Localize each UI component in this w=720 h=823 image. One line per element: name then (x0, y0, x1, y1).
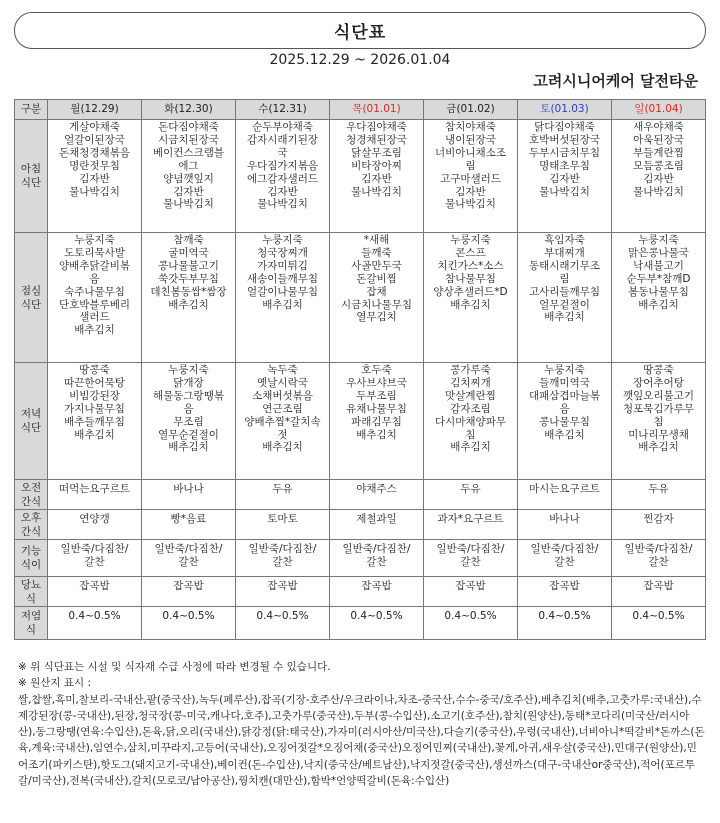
menu-item: 열무순겉절이 (158, 428, 219, 441)
menu-item: 청포묵김가루무 (622, 402, 694, 415)
day-header: 일(01.04) (612, 100, 706, 120)
menu-item: 물나박김치 (257, 198, 308, 211)
menu-item: 물나박김치 (163, 198, 214, 211)
menu-cell (142, 120, 236, 233)
menu-item: 사골만두국 (351, 259, 402, 272)
row-label-line: 오후 (20, 511, 42, 524)
menu-cell (330, 480, 424, 510)
menu-item: 베이컨스크램블 (152, 146, 224, 159)
menu-item: 배추김치 (356, 428, 397, 441)
menu-item: 너비아니채소조 (434, 146, 506, 159)
menu-cell (518, 577, 612, 607)
menu-item: 녹두죽 (267, 364, 298, 376)
menu-item: 순두부야채죽 (252, 121, 313, 133)
menu-item: 연근조림 (262, 402, 303, 415)
menu-cell (612, 120, 706, 233)
menu-item: 0.4~0.5% (538, 610, 591, 622)
menu-title-box (14, 12, 706, 49)
menu-item: 일반죽/다짐찬/ (342, 543, 411, 555)
menu-item: 얼갈이된장국 (64, 133, 125, 146)
menu-cell (612, 363, 706, 480)
menu-item: 흑임자죽 (544, 234, 585, 246)
organization-name: 고려시니어케어 달전타운 (533, 72, 698, 90)
menu-item: 침 (653, 415, 664, 428)
menu-cell (518, 480, 612, 510)
menu-item: 게살야채죽 (69, 121, 120, 133)
menu-item: 두부시금치무침 (528, 146, 600, 159)
row-label (15, 363, 48, 480)
menu-cell (424, 577, 518, 607)
menu-cell (48, 577, 142, 607)
menu-item: 음 (183, 402, 194, 415)
menu-item: 비타장아찌 (351, 159, 402, 172)
menu-cell (424, 480, 518, 510)
menu-cell (236, 480, 330, 510)
row-label (15, 120, 48, 233)
menu-item: 청경채된장국 (346, 133, 407, 146)
menu-item: 갈찬 (554, 555, 575, 568)
table-row (15, 577, 706, 607)
menu-cell (142, 510, 236, 540)
menu-item: 호박버섯된장국 (528, 133, 600, 146)
menu-item: 토마토 (267, 513, 298, 525)
menu-item: 콩나물불고기 (158, 259, 219, 272)
corner-label: 구분 (15, 100, 48, 120)
menu-item: 잡곡밥 (455, 580, 486, 592)
menu-cell (330, 577, 424, 607)
day-header: 목(01.01) (330, 100, 424, 120)
menu-cell (236, 540, 330, 577)
menu-cell (142, 480, 236, 510)
table-row (15, 607, 706, 640)
menu-item: 양배추닭갈비볶 (58, 259, 130, 272)
menu-item: 돈채청경채볶음 (58, 146, 130, 159)
menu-item: 배추김치 (262, 441, 303, 454)
menu-item: 갈찬 (272, 555, 293, 568)
row-label-line: 점심 (20, 284, 42, 297)
menu-cell (330, 607, 424, 640)
menu-cell (48, 120, 142, 233)
menu-period: 2025.12.29 ~ 2026.01.04 (269, 52, 451, 68)
menu-item: 두유 (272, 483, 293, 495)
menu-item: 마시는요구르트 (528, 483, 600, 495)
menu-item: 우사브샤브국 (346, 376, 407, 389)
menu-item: 가자미튀김 (257, 259, 308, 272)
menu-item: 0.4~0.5% (256, 610, 309, 622)
menu-item: 닭개장 (173, 376, 204, 389)
menu-cell (236, 363, 330, 480)
menu-cell (424, 363, 518, 480)
table-row (15, 510, 706, 540)
menu-item: 0.4~0.5% (444, 610, 497, 622)
menu-cell (236, 233, 330, 363)
menu-item: 두유 (648, 483, 669, 495)
row-label-line: 기능 (20, 545, 42, 557)
menu-cell (236, 120, 330, 233)
row-label-line: 식단 (20, 298, 42, 311)
menu-item: 배추김치 (450, 298, 491, 311)
menu-cell (424, 510, 518, 540)
menu-item: 맑은콩나물국 (628, 246, 689, 259)
table-row (15, 233, 706, 363)
row-label (15, 510, 48, 540)
menu-cell (48, 233, 142, 363)
menu-item: 누룽지죽 (74, 234, 115, 246)
menu-item: 물나박김치 (69, 185, 120, 198)
menu-item: 잡곡밥 (173, 580, 204, 592)
menu-item: 김자반 (455, 185, 486, 198)
row-label (15, 577, 48, 607)
menu-item: 일반죽/다짐찬/ (436, 543, 505, 555)
menu-item: 잡곡밥 (79, 580, 110, 592)
menu-item: 침 (465, 428, 476, 441)
menu-item: 국 (277, 146, 288, 159)
day-header: 토(01.03) (518, 100, 612, 120)
menu-item: 에그감자샐러드 (246, 172, 318, 185)
menu-cell (48, 510, 142, 540)
menu-item: 단호박블루베리 (58, 298, 130, 311)
menu-item: 고사리들깨무침 (528, 285, 600, 298)
menu-cell (612, 607, 706, 640)
menu-cell (236, 510, 330, 540)
menu-item: 새우야채죽 (633, 121, 684, 133)
menu-item: 동태시래기무조 (528, 259, 600, 272)
menu-item: 배추김치 (74, 428, 115, 441)
menu-cell (330, 540, 424, 577)
menu-item: 파래김무침 (351, 415, 402, 428)
menu-cell (142, 607, 236, 640)
menu-item: 유채나물무침 (346, 402, 407, 415)
menu-item: 맛살계란찜 (445, 389, 496, 402)
menu-cell (612, 510, 706, 540)
menu-cell (142, 540, 236, 577)
menu-item: 두유 (460, 483, 481, 495)
menu-item: 잡곡밥 (643, 580, 674, 592)
menu-item: 고구마샐러드 (440, 172, 501, 185)
menu-item: 배추김치 (544, 311, 585, 324)
menu-item: 가지나물무침 (64, 402, 125, 415)
row-label (15, 233, 48, 363)
menu-cell (330, 233, 424, 363)
menu-cell (330, 363, 424, 480)
day-header: 화(12.30) (142, 100, 236, 120)
row-label-line: 저녁 (20, 408, 42, 420)
menu-item: 깻잎오리불고기 (622, 389, 694, 402)
menu-item: 우다짐야채죽 (346, 121, 407, 133)
menu-item: 들깨죽 (361, 246, 392, 259)
menu-item: 양상추샐러드*D (433, 285, 508, 298)
menu-item: 청국장찌개 (257, 246, 308, 259)
menu-item: 닭다짐야채죽 (534, 121, 595, 133)
menu-cell (518, 607, 612, 640)
menu-item: 제철과일 (356, 513, 397, 525)
day-header: 금(01.02) (424, 100, 518, 120)
menu-item: 갈찬 (366, 555, 387, 568)
menu-cell (236, 577, 330, 607)
day-header: 월(12.29) (48, 100, 142, 120)
row-label-line: 식 (25, 592, 37, 605)
menu-item: 도토리묵사발 (64, 246, 125, 259)
menu-cell (518, 233, 612, 363)
menu-item: 숙주나물무침 (64, 285, 125, 298)
menu-item: 0.4~0.5% (632, 610, 685, 622)
menu-item: 0.4~0.5% (162, 610, 215, 622)
menu-item: 누룽지죽 (262, 234, 303, 246)
menu-item: 갈찬 (178, 555, 199, 568)
menu-cell (48, 607, 142, 640)
menu-item: 배추김치 (638, 298, 679, 311)
notes-section (18, 659, 706, 789)
menu-item: 돈다짐야채죽 (158, 121, 219, 133)
row-label-line: 식단 (20, 177, 42, 189)
menu-item: 명란젓무침 (69, 159, 120, 172)
menu-cell (612, 577, 706, 607)
row-label-line: 오전 (20, 481, 42, 494)
menu-item: 젓 (277, 428, 288, 441)
menu-item: 일반죽/다짐찬/ (248, 543, 317, 555)
menu-item: 열무김치 (356, 311, 397, 324)
table-row (15, 120, 706, 233)
menu-item: 갈찬 (648, 555, 669, 568)
menu-item: 0.4~0.5% (350, 610, 403, 622)
menu-item: 배추김치 (638, 441, 679, 454)
menu-item: 콩나물무침 (539, 415, 590, 428)
menu-item: 과자*요구르트 (437, 513, 504, 525)
menu-item: 김자반 (79, 172, 110, 185)
menu-cell (48, 363, 142, 480)
menu-item: 아욱된장국 (633, 133, 684, 146)
menu-item: 호두죽 (361, 364, 392, 376)
menu-item: 연양갱 (79, 513, 110, 525)
menu-item: 감자시래기된장 (246, 133, 318, 146)
menu-item: 배추김치 (168, 441, 209, 454)
menu-item: 양념깻잎지 (163, 172, 214, 185)
day-header: 수(12.31) (236, 100, 330, 120)
menu-item: 명태초무침 (539, 159, 590, 172)
menu-item: 김자반 (173, 185, 204, 198)
menu-cell (612, 540, 706, 577)
menu-item: 낙새불고기 (633, 259, 684, 272)
menu-cell (518, 363, 612, 480)
menu-item: 두부조림 (356, 389, 397, 402)
menu-item: 잡곡밥 (361, 580, 392, 592)
menu-item: 대패삼겹마늘볶 (528, 389, 600, 402)
menu-item: 비빔강된장 (69, 389, 120, 402)
row-label-line: 아침 (20, 163, 42, 175)
menu-item: 누룽지죽 (450, 234, 491, 246)
menu-item: 봄동나물무침 (628, 285, 689, 298)
menu-item: 얼무겉절이 (539, 298, 590, 311)
menu-item: 샐러드 (79, 311, 110, 324)
menu-item: 야채주스 (356, 483, 397, 495)
menu-item: 닭살무조림 (351, 146, 402, 159)
menu-item: 누룽지죽 (544, 364, 585, 376)
menu-item: 순두부*참깨D (626, 272, 691, 285)
menu-item: 감자조림 (450, 402, 491, 415)
menu-item: 김자반 (267, 185, 298, 198)
menu-cell (48, 480, 142, 510)
menu-item: 배추김치 (450, 441, 491, 454)
menu-item: 참깨죽 (173, 234, 204, 246)
menu-item: 들깨미역국 (539, 376, 590, 389)
menu-item: 돈갈비찜 (356, 272, 397, 285)
menu-item: 땅콩죽 (79, 364, 110, 376)
menu-item: 양배추찜*갈치속 (244, 415, 321, 428)
menu-item: 다시마채양파무 (434, 415, 506, 428)
table-header-row (15, 100, 706, 120)
menu-item: 잡채 (366, 285, 387, 298)
row-label (15, 480, 48, 510)
origin-text: 쌀,찹쌀,흑미,찰보리-국내산,팥(중국산),녹두(페루산),잡곡(기장-호주산/우크라이나,차조-중국산,수수-중국/호주산),배추김치(배추,고춧가루:국내산),수제강된장(콩-국내산),된장,청국장(콩-미국,캐나다,호주),고춧가루(중국산),두부(콩-수입산),소고기(호주산),참치(원양산),동태*코다리(미국산/러시아산),동그랑땡(연육:수입산),돈육,닭,오리(국내산),닭강정(닭:태국산),가자미(러시아산/미국산),다슬기(중국산),우렁(국내산),너비아니*떡갈비*돈까스(돈육,계육:국내산),임연수,삼치,미꾸라지,고등어(국내산),오징어젓갈*오징어채(중국산)오징어민찌(국내산),꽃게,아귀,새우살(중국산),민대구(원양산),민어조기(파키스탄),핫도그(돼지고기-국내산),베이컨(돈-수입산),낙지(중국산/베트남산),낙지젓갈(중국산),생선까스(대구-국내산or중국산),적어(포르투갈/미국산),전복(국내산),갈치(모로코/남아공산),꿩치캔(대만산),함박*언양떡갈비(돈육:수입산) (18, 693, 705, 788)
menu-item: 김자반 (549, 172, 580, 185)
menu-item: 시금치된장국 (158, 133, 219, 146)
menu-item: 누룽지죽 (168, 364, 209, 376)
menu-item: 김자반 (643, 172, 674, 185)
menu-item: 장어추어탕 (633, 376, 684, 389)
menu-item: 콩가루죽 (450, 364, 491, 376)
menu-item: 배추김치 (544, 428, 585, 441)
menu-item: 물나박김치 (351, 185, 402, 198)
menu-item: 갈찬 (460, 555, 481, 568)
menu-item: 바나나 (173, 483, 204, 495)
menu-item: 일반죽/다짐찬/ (154, 543, 223, 555)
menu-item: *새해 (363, 234, 390, 246)
menu-item: 갈찬 (84, 555, 105, 568)
menu-cell (142, 577, 236, 607)
menu-item: 물나박김치 (539, 185, 590, 198)
table-row (15, 540, 706, 577)
menu-item: 따끈한어묵탕 (64, 376, 125, 389)
menu-item: 에그 (178, 159, 199, 172)
row-label-line: 당뇨 (20, 578, 42, 591)
menu-cell (330, 120, 424, 233)
menu-item: 김치찌개 (450, 376, 491, 389)
row-label-line: 식단 (20, 422, 42, 434)
menu-item: 우다짐가지볶음 (246, 159, 318, 172)
menu-item: 물나박김치 (633, 185, 684, 198)
row-label-line: 간식 (20, 525, 42, 538)
row-label (15, 540, 48, 577)
menu-item: 부들계란찜 (633, 146, 684, 159)
menu-item: 일반죽/다짐찬/ (530, 543, 599, 555)
menu-item: 빵*음료 (170, 513, 207, 525)
row-label-line: 식 (25, 624, 37, 636)
menu-cell (236, 607, 330, 640)
menu-item: 잡곡밥 (267, 580, 298, 592)
menu-item: 치킨가스*소스 (437, 259, 504, 272)
change-notice: ※ 위 식단표는 시설 및 식자재 수급 사정에 따라 변경될 수 있습니다. (18, 661, 331, 673)
menu-cell (424, 233, 518, 363)
menu-cell (518, 510, 612, 540)
menu-item: 무조림 (173, 415, 204, 428)
menu-item: 0.4~0.5% (68, 610, 121, 622)
menu-item: 림 (465, 159, 476, 172)
menu-item: 배추김치 (262, 298, 303, 311)
menu-item: 음 (89, 272, 100, 285)
menu-item: 일반죽/다짐찬/ (624, 543, 693, 555)
weekly-menu-table (14, 99, 706, 640)
menu-item: 냉이된장국 (445, 133, 496, 146)
menu-cell (142, 363, 236, 480)
menu-item: 배추김치 (168, 298, 209, 311)
menu-cell (518, 540, 612, 577)
menu-item: 김자반 (361, 172, 392, 185)
menu-item: 해물동그랑땡볶 (152, 389, 224, 402)
menu-cell (142, 233, 236, 363)
menu-item: 시금치나물무침 (340, 298, 412, 311)
menu-cell (424, 540, 518, 577)
table-row (15, 480, 706, 510)
menu-item: 참나물무침 (445, 272, 496, 285)
menu-cell (424, 120, 518, 233)
menu-item: 옛날시락국 (257, 376, 308, 389)
menu-cell (612, 480, 706, 510)
origin-heading: ※ 원산지 표시 : (18, 677, 92, 690)
menu-item: 잡곡밥 (549, 580, 580, 592)
page-title: 식단표 (333, 23, 387, 43)
menu-item: 림 (559, 272, 570, 285)
menu-item: 일반죽/다짐찬/ (60, 543, 129, 555)
row-label-line: 간식 (20, 495, 42, 508)
menu-item: 미나리무생채 (628, 428, 689, 441)
menu-item: 데친봄동쌈*쌈장 (150, 285, 227, 298)
menu-item: 모듬콩조림 (633, 159, 684, 172)
menu-item: 새송이들깨무침 (246, 272, 318, 285)
menu-cell (612, 233, 706, 363)
menu-item: 물나박김치 (445, 198, 496, 211)
menu-item: 음 (559, 402, 570, 415)
menu-item: 콘스프 (455, 246, 486, 259)
menu-item: 떠먹는요구르트 (58, 483, 130, 495)
menu-item: 배추김치 (74, 324, 115, 337)
menu-item: 누룽지죽 (638, 234, 679, 246)
menu-cell (48, 540, 142, 577)
menu-item: 바나나 (549, 513, 580, 525)
menu-item: 부대찌개 (544, 246, 585, 259)
menu-item: 얼갈이나물무침 (246, 285, 318, 298)
menu-item: 굴미역국 (168, 246, 209, 259)
row-label (15, 607, 48, 640)
menu-item: 소채버섯볶음 (252, 389, 313, 402)
menu-item: 참치야채죽 (445, 121, 496, 133)
menu-item: 찐감자 (643, 513, 674, 525)
row-label-line: 식이 (20, 559, 42, 571)
menu-item: 땅콩죽 (643, 364, 674, 376)
menu-cell (518, 120, 612, 233)
row-label-line: 저염 (20, 610, 42, 622)
menu-cell (424, 607, 518, 640)
menu-item: 쑥갓두부무침 (158, 272, 219, 285)
table-row (15, 363, 706, 480)
menu-cell (330, 510, 424, 540)
menu-item: 배추들깨무침 (64, 415, 125, 428)
